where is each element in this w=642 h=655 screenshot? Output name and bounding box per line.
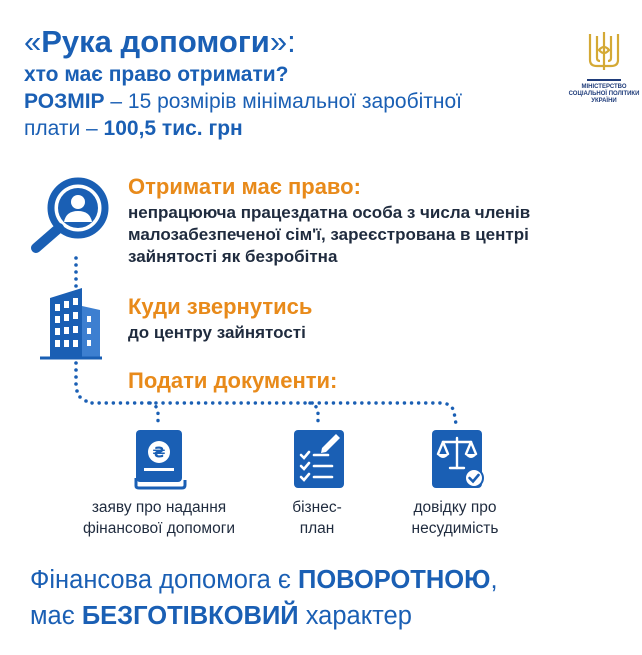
checklist-pen-icon [292,428,348,490]
where-title: Куди звернутись [128,294,313,319]
footer-part-1: Фінансова допомога є [30,566,299,594]
document-label-certificate: довідку про несудимість [411,499,499,537]
document-label-business-plan: бізнес-план [292,499,342,537]
size-text: – 15 розмірів мінімальної заробітної плати – [24,90,463,140]
svg-text:₴: ₴ [152,443,166,462]
footer-part-2: , [490,566,498,594]
footer-text [30,562,498,634]
footer-bold-1: ПОВОРОТНОЮ [298,566,491,594]
program-name: Рука допомоги [41,24,270,59]
where-text: до центру зайнятості [128,323,306,342]
document-label-application: заяву про надання фінансової допомоги [82,499,236,537]
footer-part-3: має [30,602,82,630]
magnifier-person-icon [28,170,124,254]
footer-line-2 [30,598,498,634]
logo-line-3: УКРАЇНИ [591,98,617,104]
logo-line-2: СОЦІАЛЬНОЇ ПОЛІТИКИ [568,91,640,97]
logo-line-1: МІНІСТЕРСТВО [581,84,627,90]
footer-part-4: характер [298,602,412,630]
hryvnia-document-icon [130,428,188,490]
size-amount: 100,5 тис. грн [103,117,243,140]
quote-close: »: [269,24,296,59]
footer-line-1 [30,562,498,598]
scales-justice-icon [428,428,488,490]
footer-bold-2: БЕЗГОТІВКОВИЙ [81,602,299,630]
documents-title: Подати документи: [128,368,338,393]
building-icon [36,284,106,360]
size-label: РОЗМІР [24,90,105,113]
page-subtitle: хто має право отримати? [24,63,289,86]
quote-open: « [24,24,42,59]
eligibility-title: Отримати має право: [128,174,361,199]
eligibility-text: непрацююча працездатна особа з числа членів малозабезпеченої сім'ї, зареєстрована в центрі зайнятості як безробітна [128,203,531,266]
